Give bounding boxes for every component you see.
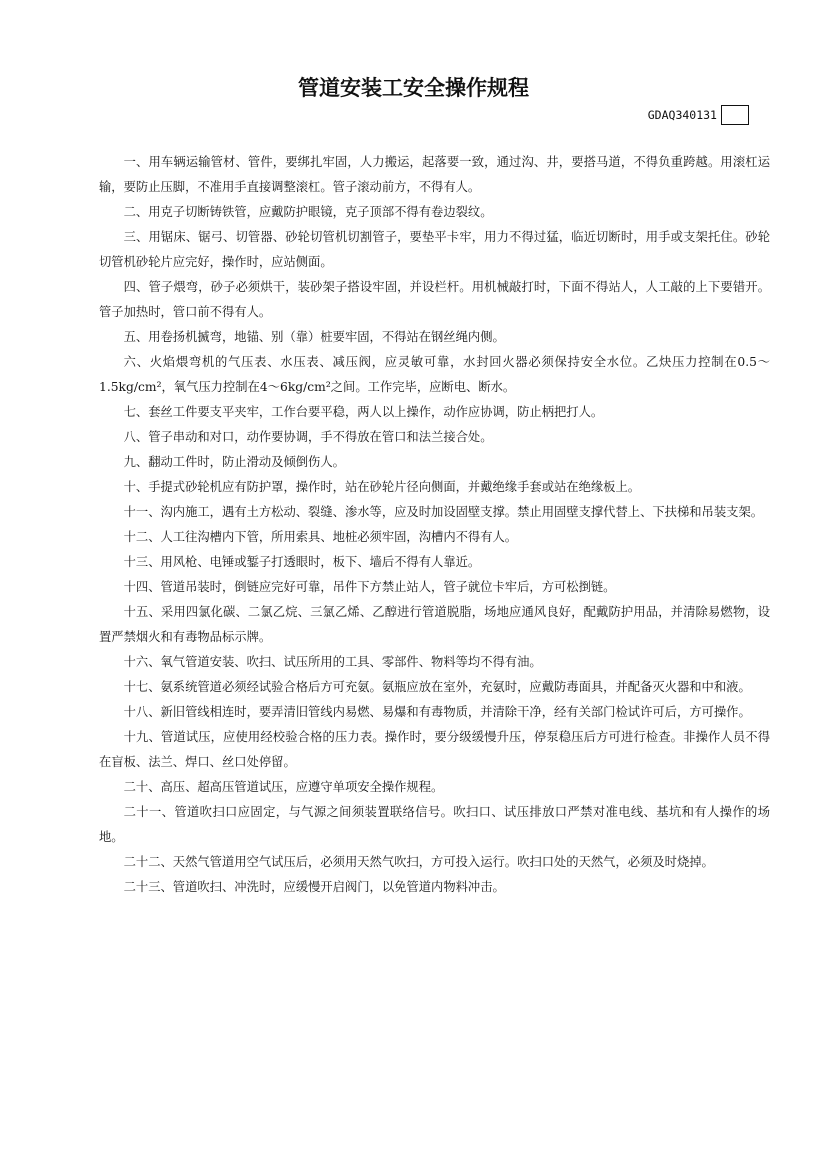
regulation-item-8: 八、管子串动和对口，动作要协调，手不得放在管口和法兰接合处。 — [123, 430, 493, 444]
regulation-item-19: 十九、管道试压，应使用经校验合格的压力表。操作时，要分级缓慢升压，停泵稳压后方可进行检查。非操作人员不得在盲板、法兰、焊口、丝口处停留。 — [99, 730, 770, 769]
regulation-item-21: 二十一、管道吹扫口应固定，与气源之间须装置联络信号。吹扫口、试压排放口严禁对准电线、基坑和有人操作的场地。 — [99, 805, 770, 844]
regulation-item-23: 二十三、管道吹扫、冲洗时，应缓慢开启阀门，以免管道内物料冲击。 — [123, 880, 505, 894]
regulation-item-1: 一、用车辆运输管材、管件，要绑扎牢固，人力搬运，起落要一致，通过沟、井，要搭马道，不得负重跨越。用滚杠运输，要防止压脚，不准用手直接调整滚杠。管子滚动前方，不得有人。 — [99, 155, 770, 194]
document-title: 管道安装工安全操作规程 — [298, 76, 529, 100]
regulation-item-9: 九、翻动工件时，防止滑动及倾倒伤人。 — [123, 455, 345, 469]
regulation-item-15: 十五、采用四氯化碳、二氯乙烷、三氯乙烯、乙醇进行管道脱脂，场地应通风良好，配戴防护用品，并清除易燃物，设置严禁烟火和有毒物品标示牌。 — [99, 605, 770, 644]
regulation-item-14: 十四、管道吊装时，倒链应完好可靠，吊件下方禁止站人，管子就位卡牢后，方可松捯链。 — [123, 580, 616, 594]
regulation-item-20: 二十、高压、超高压管道试压，应遵守单项安全操作规程。 — [123, 780, 444, 794]
document-code-row — [648, 104, 749, 126]
regulation-item-18: 十八、新旧管线相连时，要弄清旧管线内易燃、易爆和有毒物质，并清除干净，经有关部门检试许可后，方可操作。 — [123, 705, 751, 719]
revision-box — [721, 105, 749, 125]
regulation-item-11: 十一、沟内施工，遇有土方松动、裂缝、渗水等，应及时加设固壁支撑。禁止用固壁支撑代替上、下扶梯和吊装支架。 — [123, 505, 764, 519]
regulation-item-7: 七、套丝工件要支平夹牢，工作台要平稳，两人以上操作，动作应协调，防止柄把打人。 — [123, 405, 604, 419]
regulation-item-4: 四、管子煨弯，砂子必须烘干，装砂架子搭设牢固，并设栏杆。用机械敲打时，下面不得站人，人工敲的上下要错开。管子加热时，管口前不得有人。 — [99, 280, 770, 319]
regulation-item-13: 十三、用风枪、电锤或錾子打透眼时，板下、墙后不得有人靠近。 — [123, 555, 481, 569]
regulation-item-5: 五、用卷扬机揻弯，地锚、别（靠）桩要牢固，不得站在钢丝绳内侧。 — [123, 330, 505, 344]
regulation-body — [99, 150, 770, 900]
document-code: GDAQ340131 — [647, 108, 717, 122]
regulation-item-10: 十、手提式砂轮机应有防护罩，操作时，站在砂轮片径向侧面，并戴绝缘手套或站在绝缘板上。 — [123, 480, 641, 494]
regulation-item-22: 二十二、天然气管道用空气试压后，必须用天然气吹扫，方可投入运行。吹扫口处的天然气，必须及时烧掉。 — [123, 855, 714, 869]
regulation-item-3: 三、用锯床、锯弓、切管器、砂轮切管机切割管子，要垫平卡牢，用力不得过猛，临近切断时，用手或支架托住。砂轮切管机砂轮片应完好，操作时，应站侧面。 — [99, 230, 770, 269]
regulation-item-6: 六、火焰煨弯机的气压表、水压表、减压阀，应灵敏可靠，水封回火器必须保持安全水位。乙炔压力控制在0.5～1.5kg/cm²，氧气压力控制在4～6kg/cm²之间。工作完毕，应断电、断水。 — [99, 355, 770, 394]
regulation-item-12: 十二、人工往沟槽内下管，所用索具、地桩必须牢固，沟槽内不得有人。 — [123, 530, 518, 544]
regulation-item-2: 二、用克子切断铸铁管，应戴防护眼镜，克子顶部不得有卷边裂纹。 — [123, 205, 493, 219]
regulation-item-16: 十六、氧气管道安装、吹扫、试压所用的工具、零部件、物料等均不得有油。 — [123, 655, 542, 669]
regulation-item-17: 十七、氨系统管道必须经试验合格后方可充氨。氨瓶应放在室外，充氨时，应戴防毒面具，并配备灭火器和中和液。 — [123, 680, 751, 694]
